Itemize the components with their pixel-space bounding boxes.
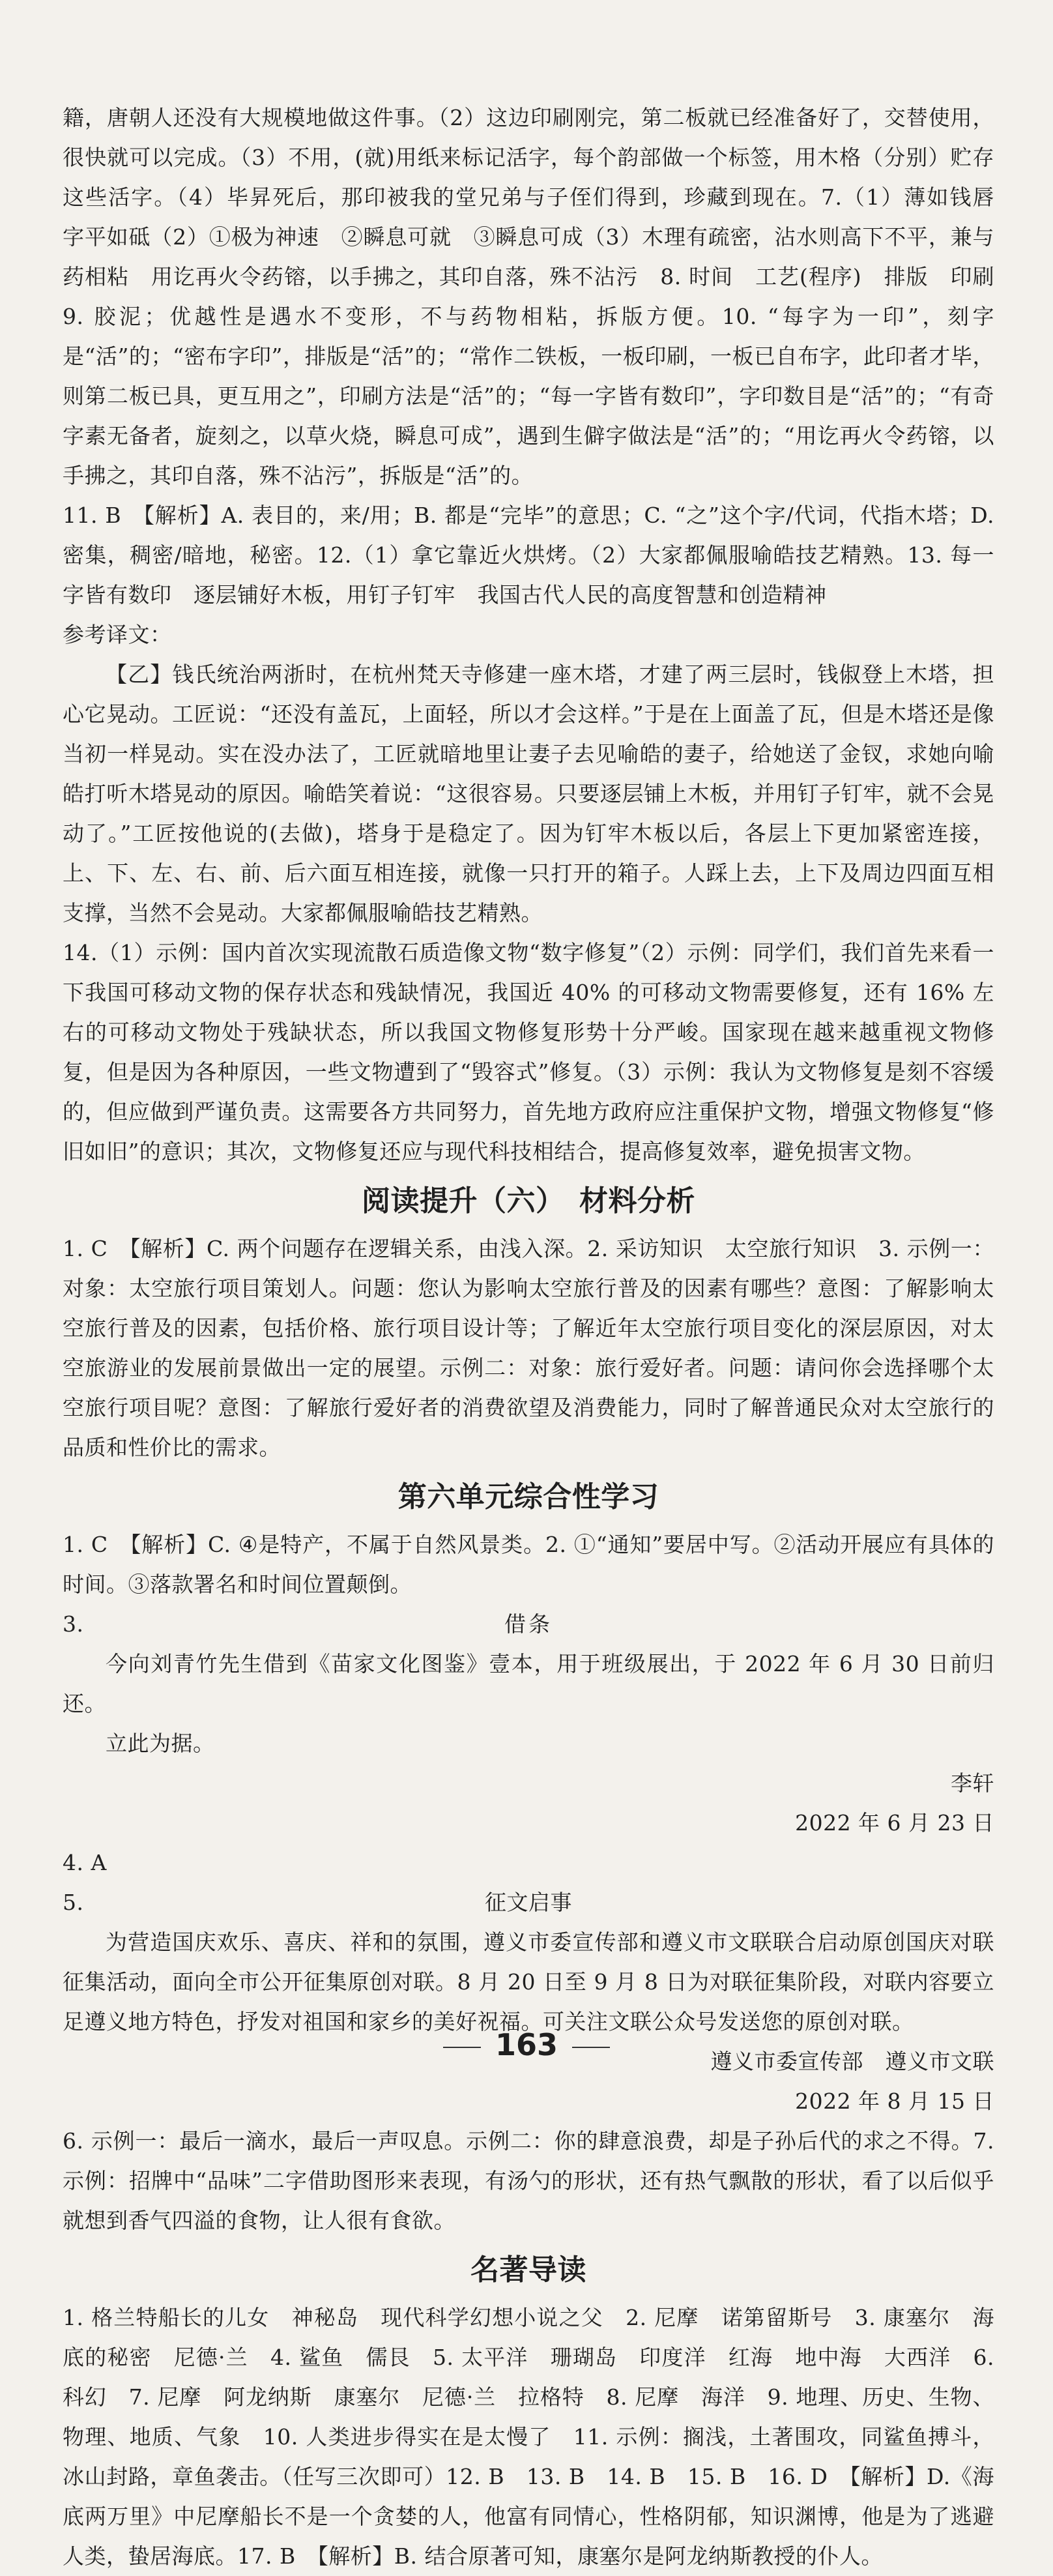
translation-label: 参考译文： xyxy=(63,622,172,647)
answer-14: 14.（1）示例：国内首次实现流散石质造像文物“数字修复”（2）示例：同学们，我们首先来看一下我国可移动文物的保存状态和残缺情况，我国近 40% 的可移动文物需要修复，还有 16% 左右的可移动文物处于残缺状态，所以我国文物修复形势十分严峻。国家现在越来越重视文物修复，但是因为各种原因，一些文物遭到了“毁容式”修复。（3）示例：我认为文物修复是刻不容缓的，但应做到严谨负责。这需要各方共同努力，首先地方政府应注重保护文物，增强文物修复“修旧如旧”的意识；其次，文物修复还应与现代科技相结合，提高修复效率，避免损害文物。 xyxy=(63,940,994,1164)
notice-number: 5. xyxy=(63,1890,84,1915)
note-number: 3. xyxy=(63,1611,84,1637)
section-title-unit6: 第六单元综合性学习 xyxy=(397,1480,659,1514)
answers-7-10: 籍，唐朝人还没有大规模地做这件事。（2）这边印刷刚完，第二板就已经准备好了，交替使用，很快就可以完成。（3）不用，(就)用纸来标记活字，每个韵部做一个标签，用木格（分别）贮存这些活字。（4）毕昇死后，那印被我的堂兄弟与子侄们得到，珍藏到现在。7.（1）薄如钱唇 字平如砥（2）①极为神速 ②瞬息可就 ③瞬息可成（3）木理有疏密，沾水则高下不平，兼与药相粘 用讫再火令药镕，以手拂之，其印自落，殊不沾污 8. 时间 工艺(程序) 排版 印刷 9. 胶泥；优越性是遇水不变形，不与药物相粘，拆版方便。10. “每字为一印”，刻字是“活”的；“密布字印”，排版是“活”的；“常作二铁板，一板印刷，一板已自布字，此印者才毕，则第二板已具，更互用之”，印刷方法是“活”的；“每一字皆有数印”，字印数目是“活”的；“有奇字素无备者，旋刻之，以草火烧，瞬息可成”，遇到生僻字做法是“活”的；“用讫再火令药镕，以手拂之，其印自落，殊不沾污”，拆版是“活”的。 xyxy=(63,105,1017,488)
note-close: 立此为据。 xyxy=(106,1731,215,1756)
note-block xyxy=(63,1604,994,1644)
section-title-classics: 名著导读 xyxy=(470,2253,586,2287)
note-signer: 李轩 xyxy=(951,1770,994,1796)
classics-answers: 1. 格兰特船长的儿女 神秘岛 现代科学幻想小说之父 2. 尼摩 诺第留斯号 3. 康塞尔 海底的秘密 尼德·兰 4. 鲨鱼 儒艮 5. 太平洋 珊瑚岛 印度洋 红海 地中海 大西洋 6. 科幻 7. 尼摩 阿龙纳斯 康塞尔 尼德·兰 拉格特 8. 尼摩 海洋 9. 地理、历史、生物、物理、地质、气象 10. 人类进步得实在是太慢了 11. 示例：搁浅，土著围攻，同鲨鱼搏斗，冰山封路，章鱼袭击。（任写三次即可）12. B 13. B 14. B 15. B 16. D 【解析】D.《海底两万里》中尼摩船长不是一个贪婪的人，他富有同情心，性格阴郁，知识渊博，他是为了逃避人类，蛰居海底。17. B 【解析】B. 结合原著可知，康塞尔是阿龙纳斯教授的仆人。 xyxy=(63,2305,994,2569)
page-number-dash-right xyxy=(572,2047,610,2048)
note-body: 今向刘青竹先生借到《苗家文化图鉴》壹本，用于班级展出，于 2022 年 6 月 30 日前归还。 xyxy=(63,1651,994,1716)
notice-date: 2022 年 8 月 15 日 xyxy=(795,2088,994,2114)
notice-body: 为营造国庆欢乐、喜庆、祥和的氛围，遵义市委宣传部和遵义市文联联合启动原创国庆对联征集活动，面向全市公开征集原创对联。8 月 20 日至 9 月 8 日为对联征集阶段，对联内容要立足遵义地方特色，抒发对祖国和家乡的美好祝福。可关注文联公众号发送您的原创对联。 xyxy=(63,1929,995,2034)
answers-11-13: 11. B 【解析】A. 表目的，来/用；B. 都是“完毕”的意思；C. “之”这个字/代词，代指木塔；D. 密集，稠密/暗地，秘密。12.（1）拿它靠近火烘烤。（2）大家都佩服喻皓技艺精熟。13. 每一字皆有数印 逐层铺好木板，用钉子钉牢 我国古代人民的高度智慧和创造精神 xyxy=(63,503,994,607)
notice-block xyxy=(63,1882,994,1922)
answer-4: 4. A xyxy=(63,1850,107,1875)
translation-text: 【乙】钱氏统治两浙时，在杭州梵天寺修建一座木塔，才建了两三层时，钱俶登上木塔，担心它晃动。工匠说：“还没有盖瓦，上面轻，所以才会这样。”于是在上面盖了瓦，但是木塔还是像当初一样晃动。实在没办法了，工匠就暗地里让妻子去见喻皓的妻子，给她送了金钗，求她向喻皓打听木塔晃动的原因。喻皓笑着说：“这很容易。只要逐层铺上木板，并用钉子钉牢，就不会晃动了。”工匠按他说的(去做)，塔身于是稳定了。因为钉牢木板以后，各层上下更加紧密连接，上、下、左、右、前、后六面互相连接，就像一只打开的箱子。人踩上去，上下及周边四面互相支撑，当然不会晃动。大家都佩服喻皓技艺精熟。 xyxy=(63,662,994,926)
page-number-text: 163 xyxy=(495,2027,558,2062)
page-number xyxy=(0,2027,1053,2062)
unit6-answers-1-2: 1. C 【解析】C. ④是特产，不属于自然风景类。2. ①“通知”要居中写。②活动开展应有具体的时间。③落款署名和时间位置颠倒。 xyxy=(63,1532,994,1597)
note-date: 2022 年 6 月 23 日 xyxy=(795,1810,994,1836)
section-title-reading: 阅读提升（六） 材料分析 xyxy=(362,1184,695,1218)
answers-6-7: 6. 示例一：最后一滴水，最后一声叹息。示例二：你的肆意浪费，却是子孙后代的求之不得。7. 示例：招牌中“品味”二字借助图形来表现，有汤勺的形状，还有热气飘散的形状，看了以后似乎就想到香气四溢的食物，让人很有食欲。 xyxy=(63,2128,994,2233)
answer-content xyxy=(63,98,1017,2576)
page-number-dash-left xyxy=(443,2047,481,2048)
section-reading-answers: 1. C 【解析】C. 两个问题存在逻辑关系，由浅入深。2. 采访知识 太空旅行知识 3. 示例一：对象：太空旅行项目策划人。问题：您认为影响太空旅行普及的因素有哪些？意图：了解影响太空旅行普及的因素，包括价格、旅行项目设计等；了解近年太空旅行项目变化的深层原因，对太空旅游业的发展前景做出一定的展望。示例二：对象：旅行爱好者。问题：请问你会选择哪个太空旅行项目呢？意图：了解旅行爱好者的消费欲望及消费能力，同时了解普通民众对太空旅行的品质和性价比的需求。 xyxy=(63,1236,994,1460)
notice-signer: 遵义市委宣传部 遵义市文联 xyxy=(710,2049,994,2074)
note-title: 借条 xyxy=(504,1611,553,1637)
notice-title: 征文启事 xyxy=(485,1890,572,1915)
